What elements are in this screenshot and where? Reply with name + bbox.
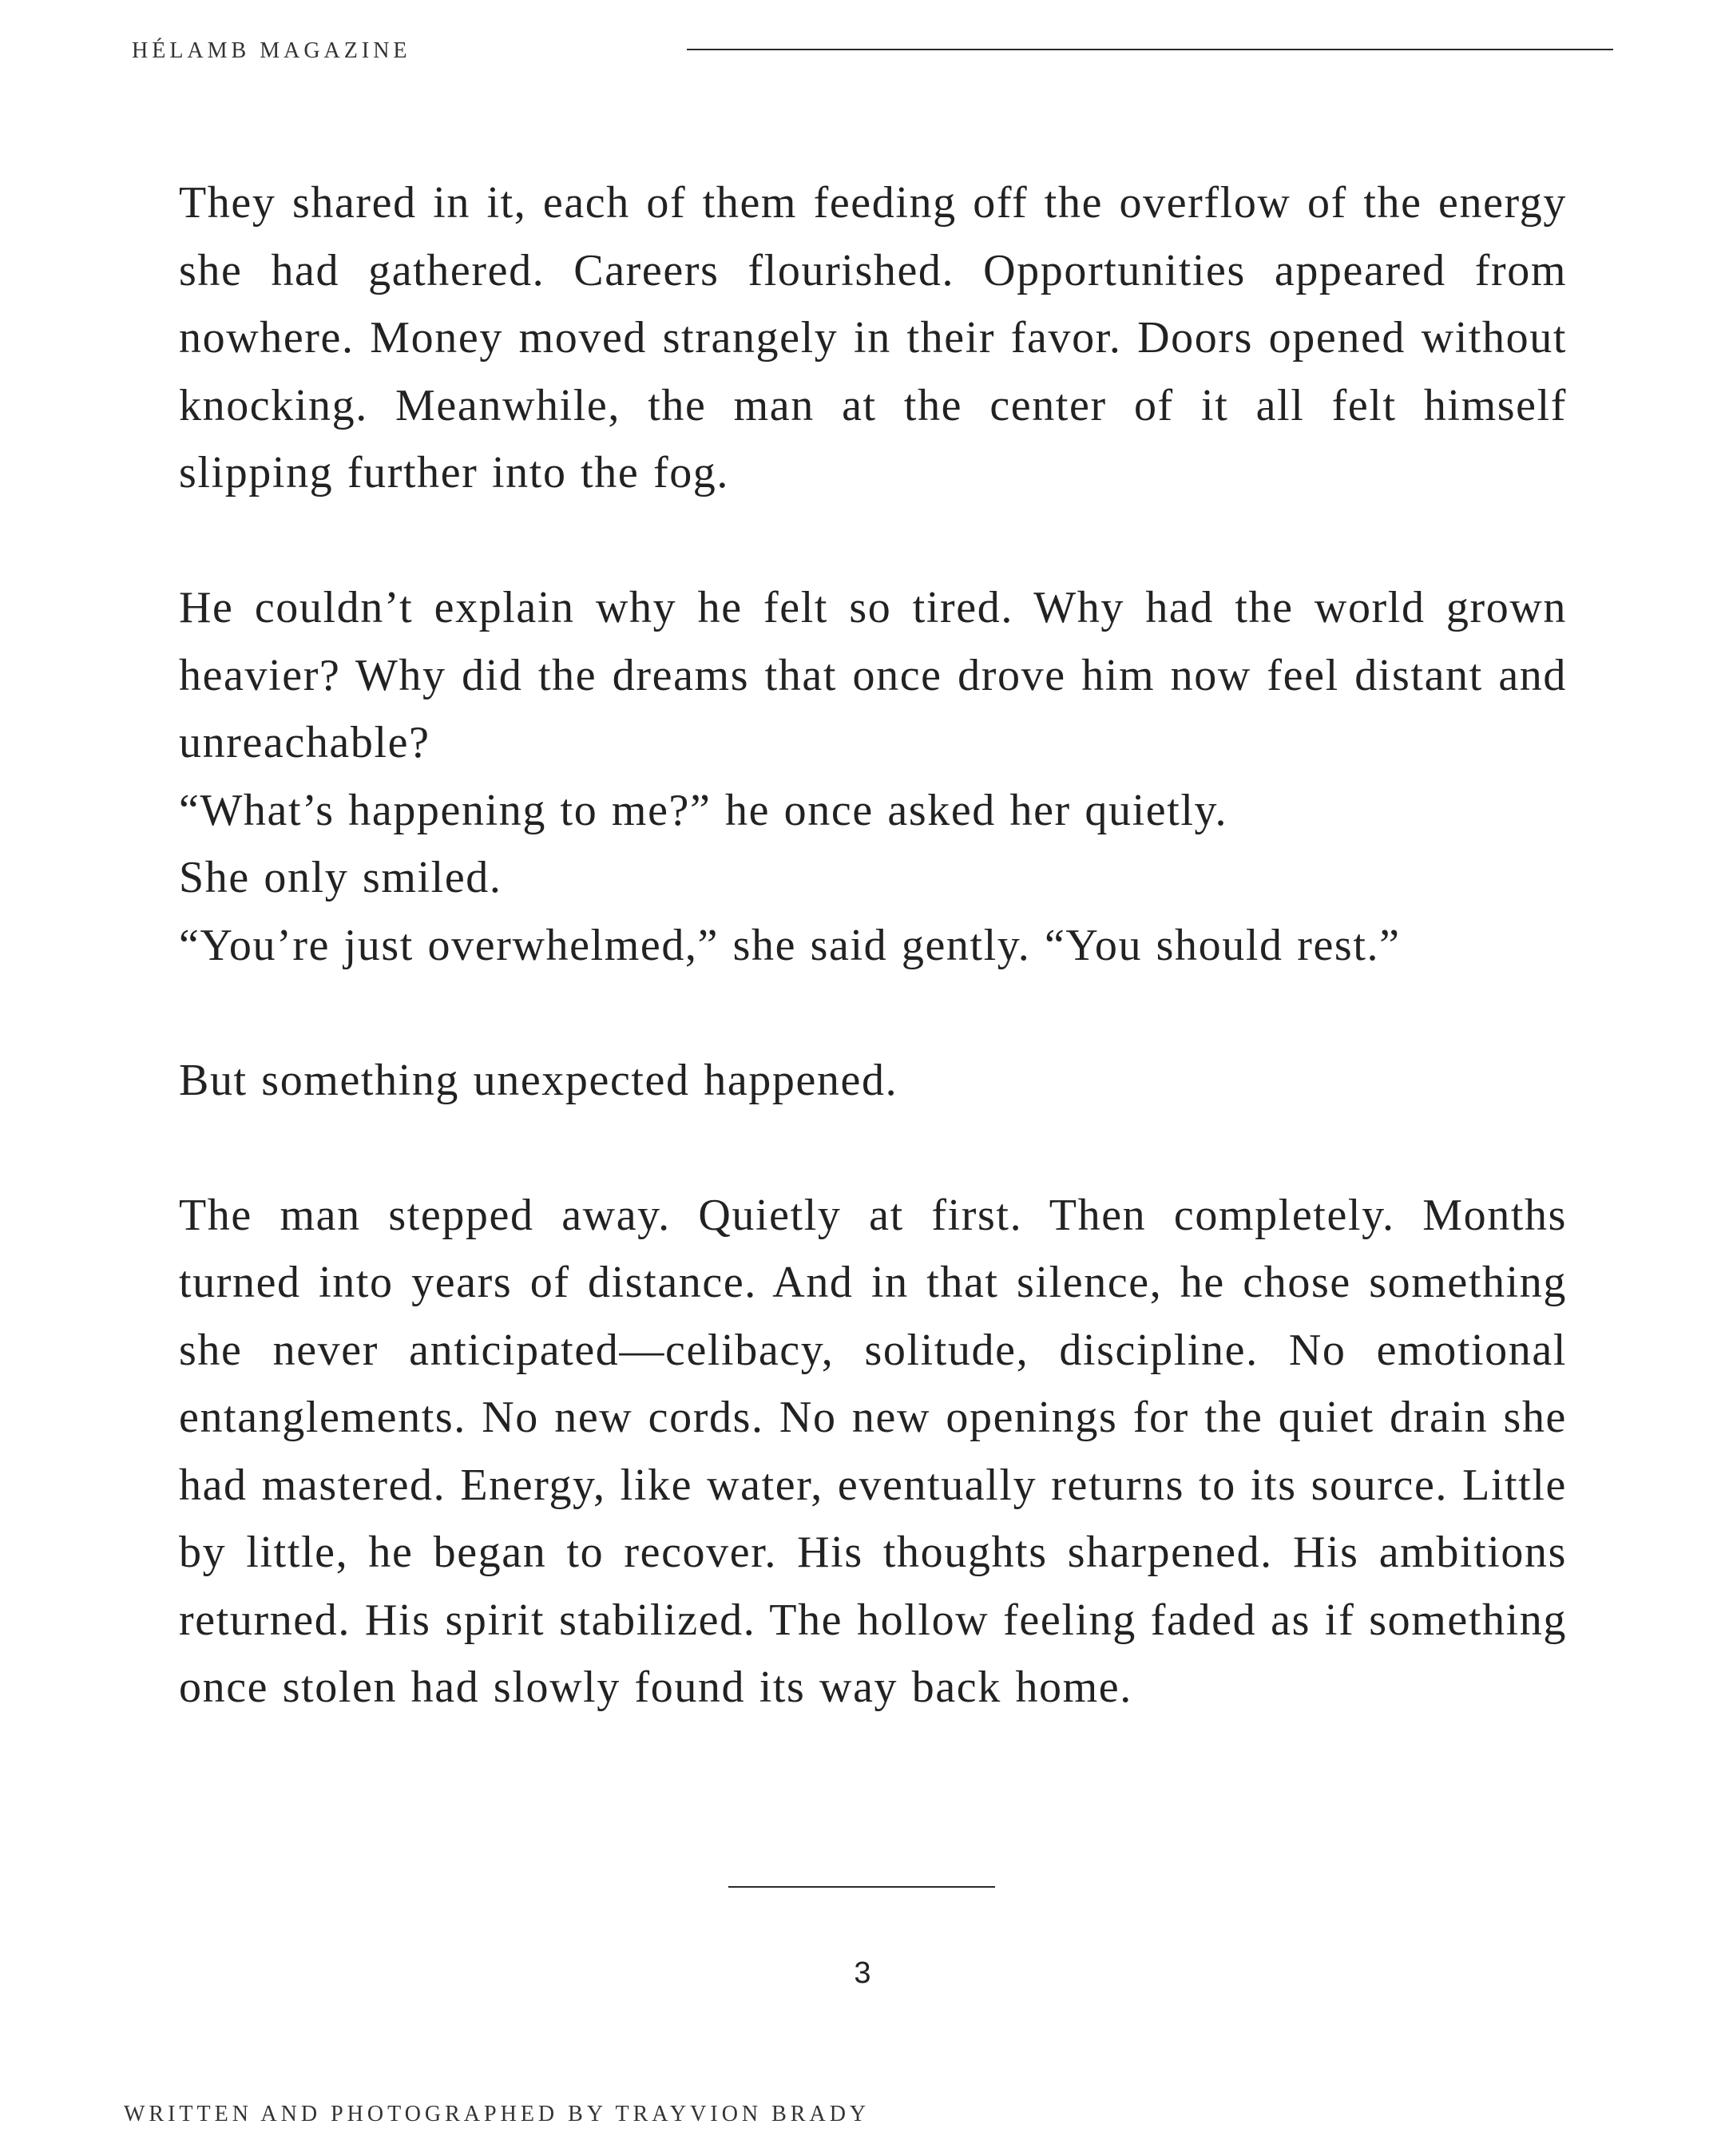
page-number: 3 <box>854 1956 871 1990</box>
author-byline: WRITTEN AND PHOTOGRAPHED BY TRAYVION BRADY <box>124 2102 870 2126</box>
article-body <box>179 169 1567 1722</box>
dialogue-line-3: “You’re just overwhelmed,” she said gently. “You should rest.” <box>179 920 1401 970</box>
magazine-masthead: HÉLAMB MAGAZINE <box>132 38 411 63</box>
dialogue-line-2: She only smiled. <box>179 853 502 902</box>
paragraph-3: But something unexpected happened. <box>179 1055 898 1105</box>
footer-divider <box>728 1886 995 1888</box>
header-divider <box>687 49 1613 50</box>
paragraph-1: They shared in it, each of them feeding off the overflow of the energy she had gathered. Careers flourished. Opportunities appeared from nowhere. Money moved strangely in their favor. Doors opened without knocking. Meanwhile, the man at the center of it all felt himself slipping further into the fog. <box>179 178 1567 497</box>
dialogue-line-1: “What’s happening to me?” he once asked her quietly. <box>179 785 1228 835</box>
paragraph-4: The man stepped away. Quietly at first. Then completely. Months turned into years of distance. And in that silence, he chose something she never anticipated—celibacy, solitude, discipline. No emotional entanglements. No new cords. No new openings for the quiet drain she had mastered. Energy, like water, eventually returns to its source. Little by little, he began to recover. His thoughts sharpened. His ambitions returned. His spirit stabilized. The hollow feeling faded as if something once stolen had slowly found its way back home. <box>179 1190 1567 1712</box>
paragraph-2: He couldn’t explain why he felt so tired. Why had the world grown heavier? Why did the dreams that once drove him now feel distant and unreachable? <box>179 583 1567 767</box>
